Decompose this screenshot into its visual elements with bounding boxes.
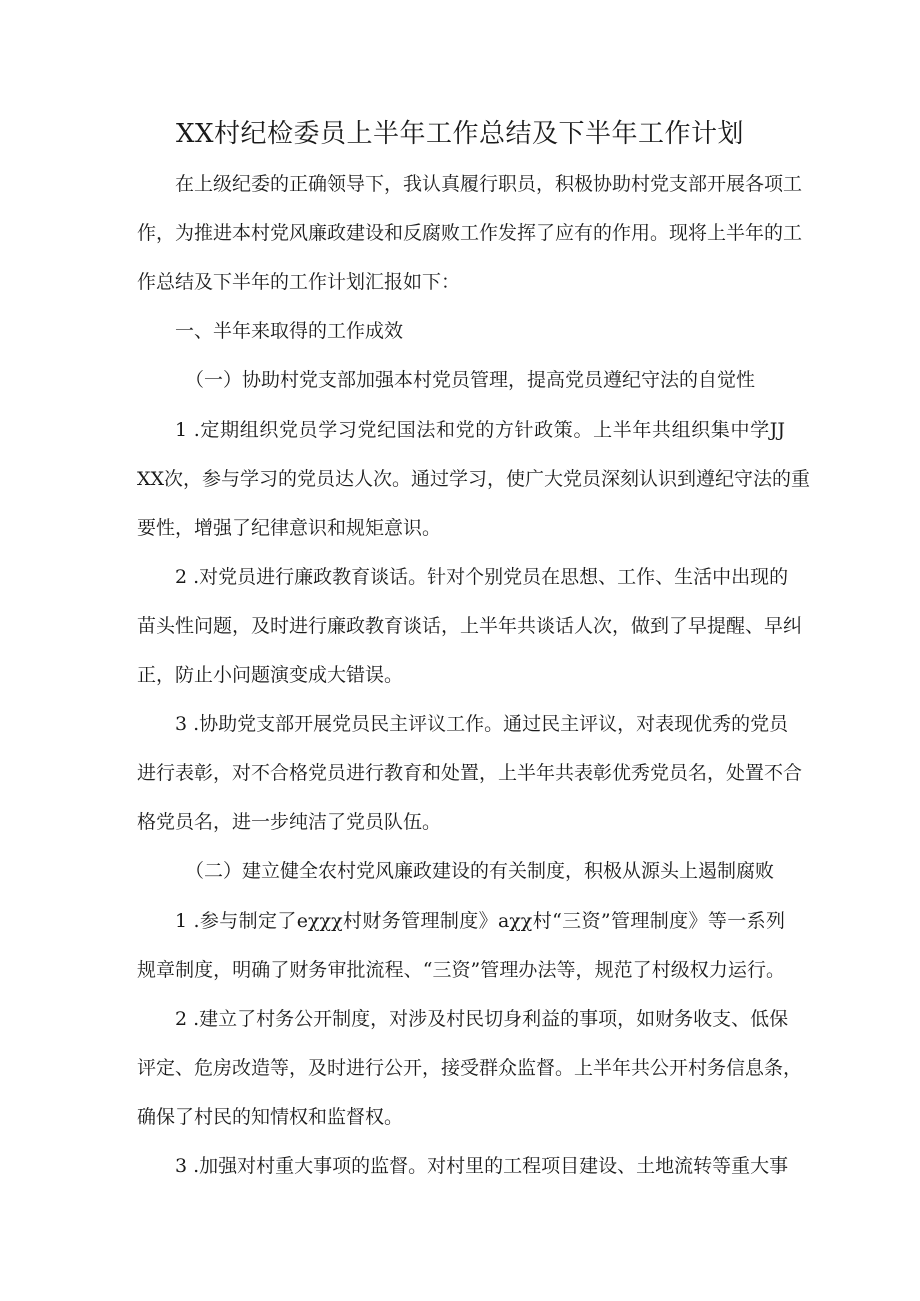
paragraph-line: 在上级纪委的正确领导下，我认真履行职员，积极协助村党支部开展各项工 [175, 173, 803, 195]
paragraph-line: 1 .定期组织党员学习党纪国法和党的方针政策。上半年共组织集中学JJ [175, 419, 785, 441]
paragraph-line: 3 .加强对村重大事项的监督。对村里的工程项目建设、土地流转等重大事 [175, 1155, 789, 1177]
subsection-heading: （一）协助村党支部加强本村党员管理，提高党员遵纪守法的自觉性 [185, 369, 756, 391]
paragraph-line: 3 .协助党支部开展党员民主评议工作。通过民主评议，对表现优秀的党员 [175, 713, 789, 735]
subsection-heading: （二）建立健全农村党风廉政建设的有关制度，积极从源头上遏制腐败 [185, 860, 775, 882]
paragraph-line: 作，为推进本村党风廉政建设和反腐败工作发挥了应有的作用。现将上半年的工 [137, 222, 803, 244]
paragraph-line: 1 .参与制定了eχχχ村财务管理制度》aχχ村“三资”管理制度》等一系列 [175, 910, 785, 932]
document-title: XX村纪检委员上半年工作总结及下半年工作计划 [175, 119, 745, 149]
section-heading: 一、半年来取得的工作成效 [175, 320, 404, 342]
paragraph-line: 正，防止小问题演变成大错误。 [137, 664, 404, 686]
paragraph-line: 2 .对党员进行廉政教育谈话。针对个别党员在思想、工作、生活中出现的 [175, 566, 789, 588]
paragraph-line: 规章制度，明确了财务审批流程、“三资”管理办法等，规范了村级权力运行。 [137, 959, 785, 981]
paragraph-line: 确保了村民的知情权和监督权。 [137, 1106, 404, 1128]
paragraph-line: 进行表彰，对不合格党员进行教育和处置，上半年共表彰优秀党员名，处置不合 [137, 762, 803, 784]
paragraph-line: 苗头性问题，及时进行廉政教育谈话，上半年共谈话人次，做到了早提醒、早纠 [137, 615, 803, 637]
paragraph-line: 作总结及下半年的工作计划汇报如下： [137, 271, 461, 293]
paragraph-line: XX次，参与学习的党员达人次。通过学习，使广大党员深刻认识到遵纪守法的重 [137, 468, 811, 490]
paragraph-line: 评定、危房改造等，及时进行公开，接受群众监督。上半年共公开村务信息条， [137, 1057, 803, 1079]
paragraph-line: 2 .建立了村务公开制度，对涉及村民切身利益的事项，如财务收支、低保 [175, 1008, 789, 1030]
paragraph-line: 要性，增强了纪律意识和规矩意识。 [137, 517, 442, 539]
paragraph-line: 格党员名，进一步纯洁了党员队伍。 [137, 811, 442, 833]
